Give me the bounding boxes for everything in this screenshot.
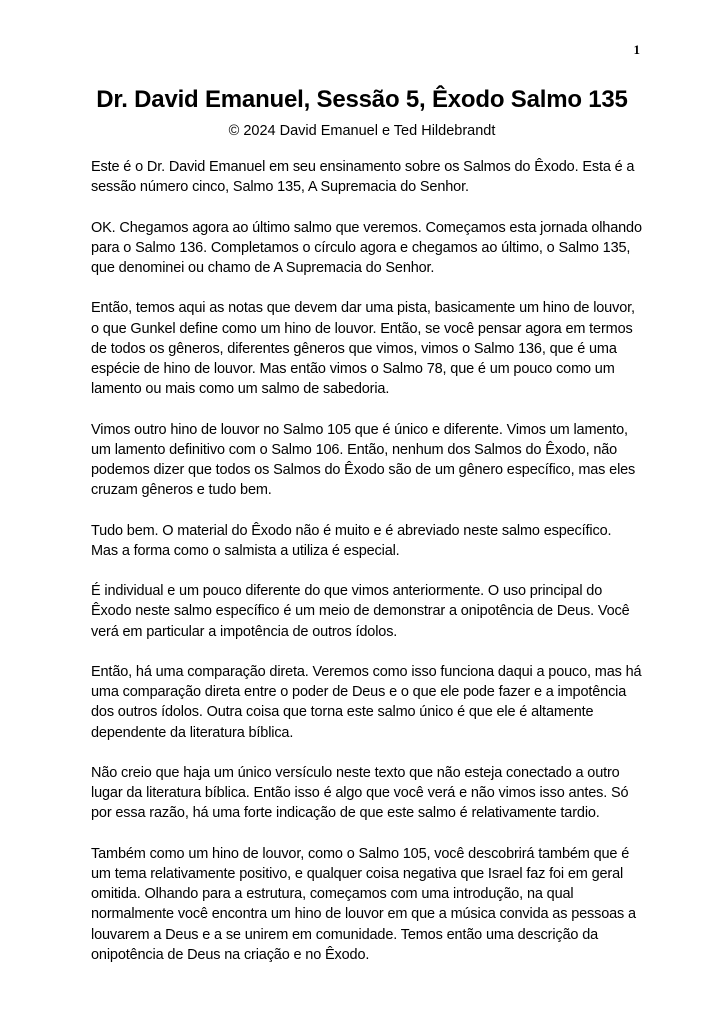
document-title: Dr. David Emanuel, Sessão 5, Êxodo Salmo 135: [96, 86, 628, 113]
paragraph: OK. Chegamos agora ao último salmo que veremos. Começamos esta jornada olhando para o Salmo 136. Completamos o círculo agora e chegamos ao último, o Salmo 135, que denominei ou chamo de A Supremacia do Senhor.: [91, 219, 642, 276]
page-number: 1: [633, 42, 640, 57]
paragraph: Vimos outro hino de louvor no Salmo 105 que é único e diferente. Vimos um lamento, um lamento definitivo com o Salmo 106. Então, nenhum dos Salmos do Êxodo, não podemos dizer que todos os Salmos do Êxodo são de um gênero específico, mas eles cruzam gêneros e tudo bem.: [91, 421, 636, 499]
paragraph: Não creio que haja um único versículo neste texto que não esteja conectado a outro lugar da literatura bíblica. Então isso é algo que você verá e não vimos isso antes. Só por essa razão, há uma forte indicação de que este salmo é relativamente tardio.: [91, 764, 629, 822]
paragraph: É individual e um pouco diferente do que vimos anteriormente. O uso principal do Êxodo neste salmo específico é um meio de demonstrar a onipotência de Deus. Você verá em particular a impotência de outros ídolos.: [91, 583, 630, 640]
paragraph: Então, há uma comparação direta. Veremos como isso funciona daqui a pouco, mas há uma comparação direta entre o poder de Deus e o que ele pode fazer e a impotência dos outros ídolos. Outra coisa que torna este salmo único é que ele é altamente dependente da literatura bíblica.: [91, 663, 642, 741]
paragraph: Então, temos aqui as notas que devem dar uma pista, basicamente um hino de louvor, o que Gunkel define como um hino de louvor. Então, se você pensar agora em termos de todos os gêneros, diferentes gêneros que vimos, vimos o Salmo 136, que é uma espécie de hino de louvor. Mas então vimos o Salmo 78, que é um pouco como um lamento ou mais como um salmo de sabedoria.: [91, 300, 635, 398]
paragraph: Este é o Dr. David Emanuel em seu ensinamento sobre os Salmos do Êxodo. Esta é a sessão número cinco, Salmo 135, A Supremacia do Senhor.: [91, 159, 635, 196]
paragraph: Também como um hino de louvor, como o Salmo 105, você descobrirá também que é um tema relativamente positivo, e qualquer coisa negativa que Israel faz foi em geral omitida. Olhando para a estrutura, começamos com uma introdução, na qual normalmente você encontra um hino de louvor em que a música convida as pessoas a louvarem a Deus e a se unirem em comunidade. Temos então uma descrição da onipotência de Deus na criação e no Êxodo.: [91, 845, 636, 963]
paragraph: Tudo bem. O material do Êxodo não é muito e é abreviado neste salmo específico. Mas a forma como o salmista a utiliza é especial.: [91, 522, 612, 559]
copyright-line: © 2024 David Emanuel e Ted Hildebrandt: [228, 123, 496, 139]
document-body: [91, 157, 642, 985]
